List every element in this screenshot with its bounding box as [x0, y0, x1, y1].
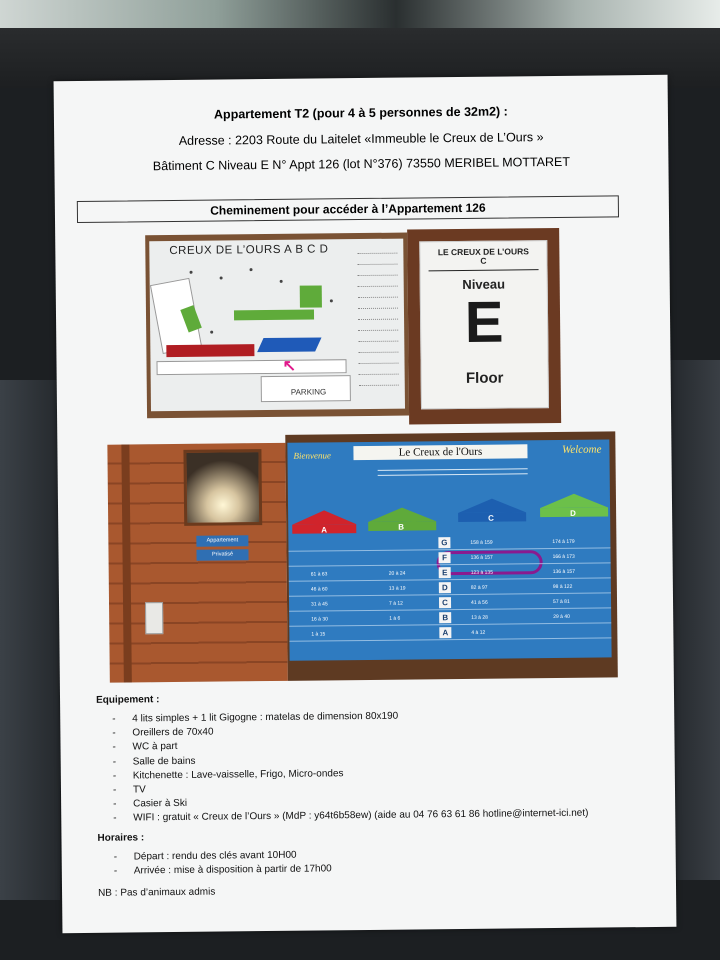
- list-item-text: Départ : rendu des clés avant 10H00: [133, 849, 297, 863]
- sign-building-letter: C: [480, 255, 487, 266]
- door-frame: [121, 444, 131, 682]
- panel-unit-range: 123 à 135: [470, 569, 494, 576]
- door-window: [183, 449, 262, 526]
- panel-unit-range: 29 à 40: [553, 613, 570, 621]
- light-switch: [145, 602, 163, 634]
- apartment-title: Appartement T2 (pour 4 à 5 personnes de 32m2) :: [213, 104, 508, 122]
- info-sheet: [54, 75, 677, 933]
- bullet-dash: -: [112, 741, 116, 754]
- column-label-d: D: [570, 508, 576, 518]
- sign-floor-label: Floor: [465, 369, 504, 387]
- building-c-blue: [257, 337, 321, 352]
- glass-reflection-left: [0, 380, 60, 900]
- horaires-heading: Horaires :: [97, 832, 145, 844]
- directory-panel-photo: [285, 431, 618, 680]
- panel-unit-range: 20 à 24: [388, 570, 406, 577]
- panel-floor-letter: A: [439, 627, 451, 638]
- building-b-green: [234, 310, 314, 321]
- panel-unit-range: 136 à 157: [470, 554, 493, 561]
- panel-unit-range: 57 à 81: [553, 598, 570, 606]
- sign-niveau-label: Niveau: [462, 276, 506, 292]
- panel-unit-range: 1 à 15: [311, 631, 326, 638]
- map-tree: [190, 271, 193, 274]
- list-item-text: 4 lits simples + 1 lit Gigogne : matelas de dimension 80x190: [132, 710, 399, 725]
- bullet-dash: -: [112, 756, 117, 768]
- door-plate-bottom: Privatisé: [196, 549, 248, 561]
- equipement-heading: Equipement :: [95, 694, 160, 706]
- panel-floor-letter: C: [439, 597, 451, 608]
- sign-floor-letter: E: [464, 289, 504, 355]
- panel-floor-letter: E: [439, 567, 451, 578]
- list-item-text: Salle de bains: [132, 755, 196, 768]
- building-line: Bâtiment C Niveau E N° Appt 126 (lot N°376) 73550 MERIBEL MOTTARET: [152, 154, 571, 174]
- map-title: CREUX DE L’OURS A B C D: [169, 243, 329, 258]
- panel-unit-range: 166 à 173: [552, 553, 575, 561]
- map-tree: [330, 299, 333, 302]
- column-label-a: A: [321, 525, 328, 535]
- panel-welcome: Welcome: [562, 443, 602, 456]
- roof-b: [368, 507, 436, 522]
- sign-divider: [429, 269, 539, 271]
- building-a-red: [166, 344, 254, 357]
- panel-unit-range: 31 à 45: [311, 601, 328, 608]
- roof-d: [540, 493, 608, 508]
- panel-unit-range: 174 à 179: [552, 538, 575, 546]
- list-item-text: WIFI : gratuit « Creux de l’Ours » (MdP : y64t6b58ew) (aide au 04 76 63 61 86 hotline@internet-ici.net): [133, 807, 589, 824]
- panel-floor-letter: B: [439, 612, 451, 623]
- horaires-list: [100, 848, 332, 879]
- bullet-dash: -: [113, 865, 118, 877]
- map-tree: [280, 280, 283, 283]
- map-road: [156, 359, 346, 375]
- panel-unit-range: 4 à 12: [471, 629, 486, 636]
- panel-unit-range: 41 à 56: [471, 599, 488, 606]
- panel-unit-range: 136 à 157: [552, 568, 576, 576]
- list-item-text: Casier à Ski: [133, 798, 188, 810]
- address-line: Adresse : 2203 Route du Laitelet «Immeuble le Creux de L’Ours »: [178, 130, 544, 148]
- nb-note: NB : Pas d’animaux admis: [98, 886, 216, 899]
- floor-sign-photo: [407, 228, 561, 425]
- map-tree: [250, 268, 253, 271]
- list-item-text: WC à part: [132, 741, 178, 753]
- directory-panel: [287, 439, 611, 660]
- panel-floor-letter: G: [438, 537, 450, 548]
- panel-unit-range: 98 à 122: [552, 583, 573, 591]
- parking-label: PARKING: [290, 387, 327, 397]
- panel-unit-range: 13 à 28: [471, 614, 488, 621]
- panel-unit-range: 46 à 60: [310, 586, 328, 593]
- panel-unit-range: 13 à 19: [388, 585, 406, 592]
- panel-title: Le Creux de l'Ours: [353, 444, 527, 460]
- roof-a: [292, 510, 356, 525]
- bullet-dash: -: [113, 851, 118, 863]
- panel-unit-range: 1 à 6: [389, 615, 401, 622]
- entrance-arrow-icon: ↖: [282, 357, 297, 375]
- map-legend: [357, 245, 399, 405]
- list-item-text: TV: [132, 784, 146, 796]
- bullet-dash: -: [113, 812, 117, 824]
- equipement-list: [98, 708, 588, 827]
- map-tree: [210, 331, 213, 334]
- panel-unit-range: 82 à 97: [470, 584, 488, 591]
- floor-sign: [419, 240, 549, 409]
- door-plate-top: Appartement: [196, 535, 248, 547]
- panel-floor-letter: D: [439, 582, 451, 593]
- bullet-dash: -: [112, 713, 116, 725]
- panel-bienvenue: Bienvenue: [293, 450, 332, 461]
- map-tree: [220, 276, 223, 279]
- list-item-text: Oreillers de 70x40: [132, 726, 214, 739]
- list-item-text: Kitchenette : Lave-vaisselle, Frigo, Micro-ondes: [132, 767, 344, 782]
- list-item: [100, 863, 332, 880]
- site-map-photo: [145, 233, 409, 419]
- sign-residence-name: LE CREUX DE L’OURS: [437, 246, 529, 258]
- panel-subtitle-lines: [378, 468, 528, 476]
- column-label-c: C: [488, 513, 494, 523]
- roof-c: [458, 498, 526, 513]
- panel-unit-range: 61 à 63: [310, 571, 328, 578]
- panel-unit-range: 158 à 159: [470, 539, 493, 546]
- route-heading: Cheminement pour accéder à l’Appartement 126: [77, 195, 619, 223]
- list-item-text: Arrivée : mise à disposition à partir de 17h00: [133, 863, 332, 877]
- building-d-green: [300, 285, 322, 307]
- bullet-dash: -: [112, 727, 116, 739]
- bullet-dash: -: [112, 784, 117, 796]
- panel-unit-range: 7 à 12: [389, 600, 403, 607]
- panel-floor-letter: F: [439, 552, 451, 563]
- column-label-b: B: [398, 522, 405, 532]
- site-map: [149, 239, 405, 412]
- apartment-door-photo: [107, 443, 287, 683]
- panel-unit-range: 16 à 30: [311, 616, 328, 623]
- bullet-dash: -: [112, 770, 117, 782]
- bullet-dash: -: [113, 798, 117, 810]
